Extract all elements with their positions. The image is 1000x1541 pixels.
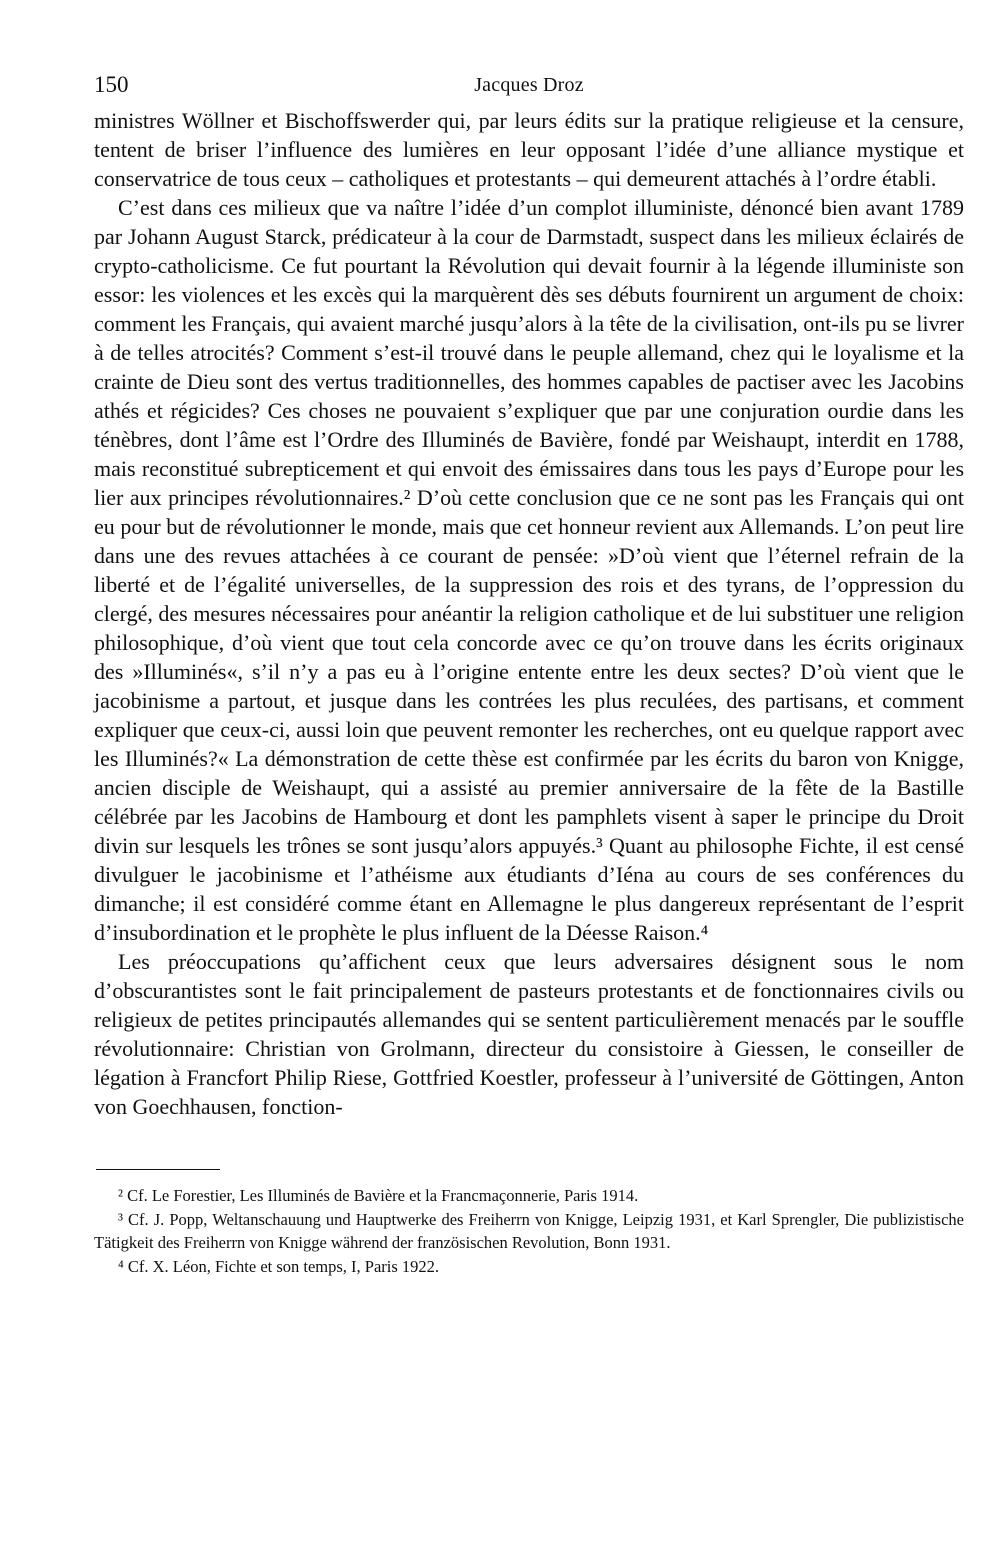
running-head: Jacques Droz [474, 74, 584, 96]
paragraph-3: Les préoccupations qu’affichent ceux que leurs adversaires désignent sous le nom d’obscurantistes sont le fait principalement de pasteurs protestants et de fonctionnaires civils ou religieux de petites principautés allemandes qui se sentent particulièrement menacés par le souffle révolutionnaire: Christian von Grolmann, directeur du consistoire à Giessen, le conseiller de légation à Francfort Philip Riese, Gottfried Koestler, professeur à l’université de Göttingen, Anton von Goechhausen, fonction- [94, 949, 964, 1119]
footnote-4: ⁴ Cf. X. Léon, Fichte et son temps, I, Paris 1922. [118, 1256, 440, 1276]
paragraph-2: C’est dans ces milieux que va naître l’idée d’un complot illuministe, dénoncé bien avant 1789 par Johann August Starck, prédicateur à la cour de Darmstadt, suspect dans les milieux éclairés de crypto-catholicisme. Ce fut pourtant la Révolution qui devait fournir à la légende illuministe son essor: les violences et les excès qui la marquèrent dès ses débuts fournirent un argument de choix: comment les Français, qui avaient marché jusqu’alors à la tête de la civilisation, ont-ils pu se livrer à de telles atrocités? Comment s’est-il trouvé dans le peuple allemand, chez qui le loyalisme et la crainte de Dieu sont des vertus traditionnelles, des hommes capables de pactiser avec les Jacobins athés et régicides? Ces choses ne pouvaient s’expliquer que par une conjuration ourdie dans les ténèbres, dont l’âme est l’Ordre des Illuminés de Bavière, fondé par Weishaupt, interdit en 1788, mais reconstitué subrepticement et qui envoit des émissaires dans tous les pays d’Europe pour les lier aux principes révolutionnaires.² D’où cette conclusion que ce ne sont pas les Français qui ont eu pour but de révolutionner le monde, mais que cet honneur revient aux Allemands. L’on peut lire dans une des revues attachées à ce courant de pensée: »D’où vient que l’éternel refrain de la liberté et de l’égalité universelles, de la suppression des rois et des tyrans, de l’oppression du clergé, des mesures nécessaires pour anéantir la religion catholique et de lui substituer une religion philosophique, d’où vient que tout cela concorde avec ce qu’on trouve dans les écrits originaux des »Illuminés«, s’il n’y a pas eu à l’origine entente entre les deux sectes? D’où vient que le jacobinisme a partout, et jusque dans les contrées les plus reculées, des partisans, et comment expliquer que ceux-ci, aussi loin que peuvent remonter les recherches, ont eu quelque rapport avec les Illuminés?« La démonstration de cette thèse est confirmée par les écrits du baron von Knigge, ancien disciple de Weishaupt, qui a assisté au premier anniversaire de la fête de la Bastille célébrée par les Jacobins de Hambourg et dont les pamphlets visent à saper le principe du Droit divin sur lesquels les trônes se sont jusqu’alors appuyés.³ Quant au philosophe Fichte, il est censé divulguer le jacobinisme et l’athéisme aux étudiants d’Iéna au cours de ses conférences du dimanche; il est considéré comme étant en Allemagne le plus dangereux représentant de l’esprit d’insubordination et le prophète le plus influent de la Déesse Raison.⁴ [94, 195, 964, 945]
page-number: 150 [94, 72, 129, 97]
document-page [94, 62, 964, 1278]
paragraph-1: ministres Wöllner et Bischoffswerder qui, par leurs édits sur la pratique religieuse et la censure, tentent de briser l’influence des lumières en leur opposant l’idée d’une alliance mystique et conservatrice de tous ceux – catholiques et protestants – qui demeurent attachés à l’ordre établi. [94, 108, 964, 191]
footnote-divider [96, 1169, 220, 1170]
footnote-3: ³ Cf. J. Popp, Weltanschauung und Hauptwerke des Freiherrn von Knigge, Leipzig 1931, et Karl Sprengler, Die publizistische Tätigkeit des Freiherrn von Knigge während der französischen Revolution, Bonn 1931. [94, 1209, 964, 1252]
body-text [94, 106, 964, 1121]
footnotes [94, 1184, 964, 1278]
page-header [94, 62, 964, 106]
footnote-2: ² Cf. Le Forestier, Les Illuminés de Bavière et la Francmaçonnerie, Paris 1914. [118, 1186, 639, 1205]
